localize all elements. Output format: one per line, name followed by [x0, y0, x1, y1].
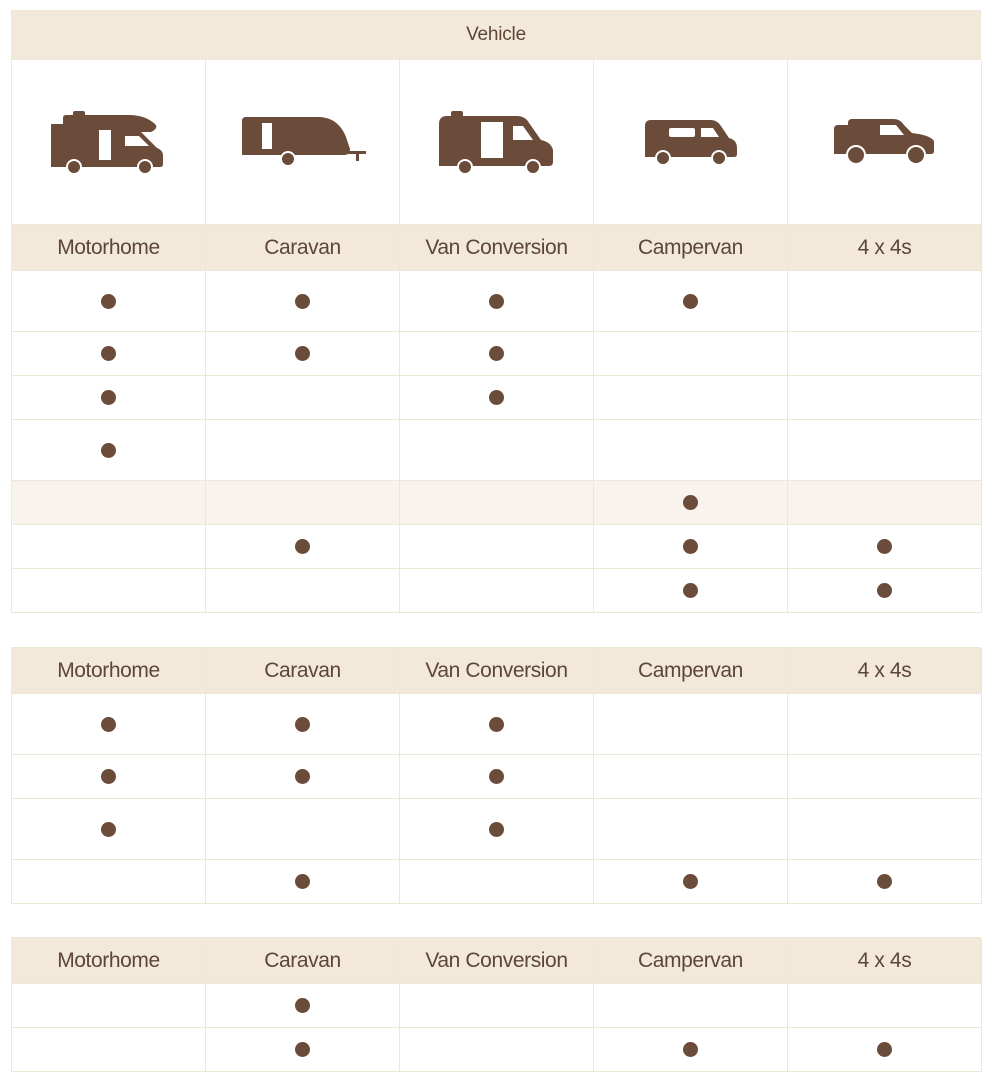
- table-cell: [594, 271, 788, 332]
- table-cell: [788, 481, 982, 525]
- campervan-icon: [643, 118, 739, 166]
- table-body: [12, 271, 981, 613]
- table-cell: [594, 376, 788, 420]
- table-row: [12, 420, 981, 481]
- table-cell: [206, 271, 400, 332]
- table-cell: [400, 1028, 594, 1072]
- column-header: 4 x 4s: [788, 648, 982, 694]
- table-cell: [400, 694, 594, 755]
- column-header-row: [12, 648, 981, 694]
- motorhome-icon-cell: [12, 60, 206, 225]
- table-cell: [12, 569, 206, 613]
- table-cell: [12, 755, 206, 799]
- availability-dot-icon: [101, 443, 116, 458]
- table-cell: [400, 420, 594, 481]
- van-conversion-icon: [437, 110, 557, 174]
- table-cell: [12, 694, 206, 755]
- table-cell: [788, 799, 982, 860]
- table-row: [12, 984, 981, 1028]
- table-cell: [400, 569, 594, 613]
- table-cell: [788, 860, 982, 904]
- table-cell: [788, 755, 982, 799]
- availability-dot-icon: [101, 717, 116, 732]
- availability-dot-icon: [877, 1042, 892, 1057]
- column-header: Caravan: [206, 648, 400, 694]
- column-header-row: [12, 225, 981, 271]
- column-header: Motorhome: [12, 648, 206, 694]
- vehicle-comparison-table-3: [11, 937, 981, 1072]
- availability-dot-icon: [489, 390, 504, 405]
- table-cell: [206, 376, 400, 420]
- table-cell: [12, 376, 206, 420]
- table-body: [12, 694, 981, 904]
- table-cell: [12, 271, 206, 332]
- table-cell: [400, 481, 594, 525]
- column-header: Motorhome: [12, 938, 206, 984]
- table-cell: [594, 799, 788, 860]
- column-header: Caravan: [206, 225, 400, 271]
- availability-dot-icon: [683, 1042, 698, 1057]
- table-cell: [788, 376, 982, 420]
- column-header-row: [12, 938, 981, 984]
- availability-dot-icon: [101, 769, 116, 784]
- table-cell: [206, 525, 400, 569]
- table-cell: [788, 525, 982, 569]
- column-header: Campervan: [594, 648, 788, 694]
- caravan-icon: [238, 115, 368, 169]
- column-header: Campervan: [594, 938, 788, 984]
- table-cell: [400, 860, 594, 904]
- table-cell: [12, 984, 206, 1028]
- van-conversion-icon-cell: [400, 60, 594, 225]
- table-cell: [206, 694, 400, 755]
- table-cell: [788, 271, 982, 332]
- table-cell: [206, 860, 400, 904]
- table-row: [12, 271, 981, 332]
- table-cell: [594, 1028, 788, 1072]
- table-cell: [206, 799, 400, 860]
- vehicle-comparison-table-2: [11, 647, 981, 904]
- availability-dot-icon: [101, 346, 116, 361]
- availability-dot-icon: [295, 998, 310, 1013]
- availability-dot-icon: [683, 583, 698, 598]
- table-cell: [400, 799, 594, 860]
- table-row: [12, 481, 981, 525]
- table-cell: [12, 332, 206, 376]
- availability-dot-icon: [683, 874, 698, 889]
- table-cell: [206, 755, 400, 799]
- table-row: [12, 332, 981, 376]
- availability-dot-icon: [295, 346, 310, 361]
- table-cell: [12, 799, 206, 860]
- four-by-four-icon: [830, 117, 940, 167]
- column-header: Campervan: [594, 225, 788, 271]
- availability-dot-icon: [295, 769, 310, 784]
- table-cell: [594, 569, 788, 613]
- availability-dot-icon: [877, 874, 892, 889]
- vehicle-comparison-table: [11, 10, 981, 613]
- availability-dot-icon: [683, 539, 698, 554]
- table-cell: [206, 984, 400, 1028]
- table-cell: [788, 420, 982, 481]
- availability-dot-icon: [295, 294, 310, 309]
- table-cell: [400, 755, 594, 799]
- table-cell: [594, 525, 788, 569]
- table-row: [12, 799, 981, 860]
- table-cell: [594, 860, 788, 904]
- table-cell: [400, 525, 594, 569]
- table-cell: [788, 984, 982, 1028]
- table-row: [12, 376, 981, 420]
- availability-dot-icon: [489, 294, 504, 309]
- column-header: 4 x 4s: [788, 938, 982, 984]
- table-cell: [12, 420, 206, 481]
- table-cell: [788, 1028, 982, 1072]
- availability-dot-icon: [489, 346, 504, 361]
- table-cell: [206, 1028, 400, 1072]
- table-row: [12, 569, 981, 613]
- table-cell: [788, 694, 982, 755]
- table-cell: [206, 481, 400, 525]
- table-row: [12, 755, 981, 799]
- availability-dot-icon: [101, 390, 116, 405]
- table-cell: [12, 860, 206, 904]
- availability-dot-icon: [295, 874, 310, 889]
- vehicle-icons-row: [12, 60, 981, 225]
- table-row: [12, 1028, 981, 1072]
- table-cell: [400, 332, 594, 376]
- column-header: Van Conversion: [400, 938, 594, 984]
- table-cell: [594, 420, 788, 481]
- campervan-icon-cell: [594, 60, 788, 225]
- caravan-icon-cell: [206, 60, 400, 225]
- table-cell: [206, 569, 400, 613]
- table-cell: [206, 420, 400, 481]
- availability-dot-icon: [295, 539, 310, 554]
- four-by-four-icon-cell: [788, 60, 982, 225]
- column-header: 4 x 4s: [788, 225, 982, 271]
- availability-dot-icon: [877, 539, 892, 554]
- table-cell: [400, 376, 594, 420]
- table-cell: [400, 984, 594, 1028]
- table-cell: [788, 569, 982, 613]
- table-row: [12, 860, 981, 904]
- table-cell: [594, 755, 788, 799]
- table-cell: [788, 332, 982, 376]
- availability-dot-icon: [295, 1042, 310, 1057]
- table-row: [12, 694, 981, 755]
- table-cell: [12, 1028, 206, 1072]
- motorhome-icon: [49, 110, 169, 174]
- availability-dot-icon: [101, 294, 116, 309]
- table-cell: [12, 525, 206, 569]
- availability-dot-icon: [489, 822, 504, 837]
- availability-dot-icon: [683, 495, 698, 510]
- table-body: [12, 984, 981, 1072]
- table-cell: [12, 481, 206, 525]
- column-header: Motorhome: [12, 225, 206, 271]
- availability-dot-icon: [877, 583, 892, 598]
- table-cell: [594, 481, 788, 525]
- table-cell: [594, 694, 788, 755]
- table-cell: [400, 271, 594, 332]
- table-title: Vehicle: [12, 11, 981, 60]
- availability-dot-icon: [489, 769, 504, 784]
- column-header: Van Conversion: [400, 225, 594, 271]
- availability-dot-icon: [489, 717, 504, 732]
- availability-dot-icon: [101, 822, 116, 837]
- table-row: [12, 525, 981, 569]
- table-cell: [594, 984, 788, 1028]
- table-cell: [206, 332, 400, 376]
- availability-dot-icon: [295, 717, 310, 732]
- availability-dot-icon: [683, 294, 698, 309]
- column-header: Van Conversion: [400, 648, 594, 694]
- table-cell: [594, 332, 788, 376]
- column-header: Caravan: [206, 938, 400, 984]
